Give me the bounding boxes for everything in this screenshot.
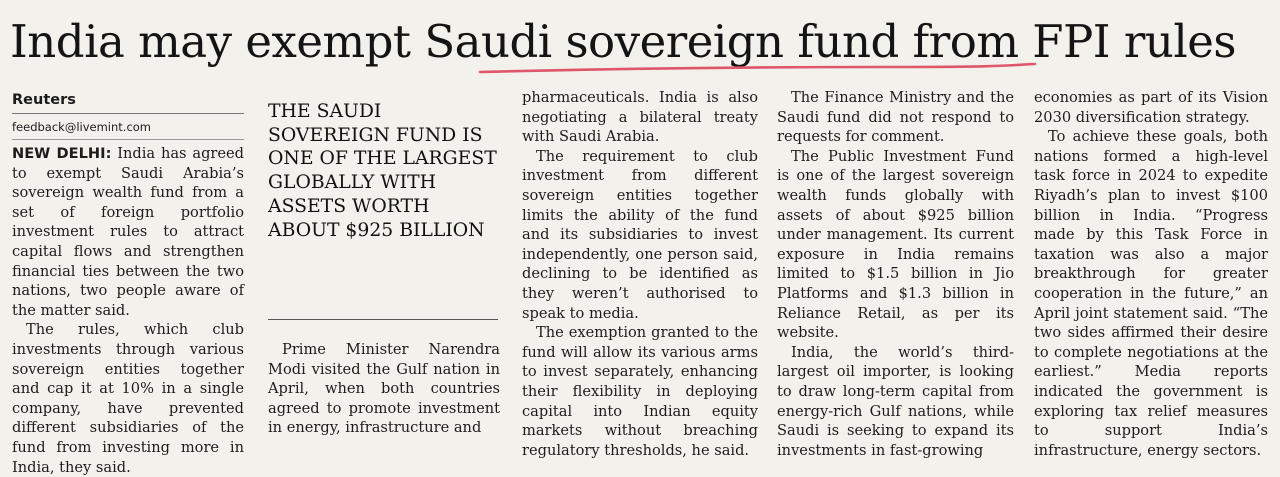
paragraph: The requirement to club investment from different sovereign entities together limits the ability of the fund and its subsidiaries to invest independently, one person said, declining to be identified as they weren’t authorised to speak to media. bbox=[522, 147, 758, 322]
author-email: feedback@livemint.com bbox=[12, 119, 244, 140]
paragraph bbox=[12, 144, 244, 320]
paragraph: The Finance Ministry and the Saudi fund did not respond to requests for comment. bbox=[777, 89, 1014, 146]
paragraph: pharmaceuticals. India is also negotiating a bilateral treaty with Saudi Arabia. bbox=[522, 89, 758, 146]
column-1 bbox=[12, 88, 244, 477]
column-3 bbox=[522, 88, 758, 460]
paragraph: The rules, which club investments through various sovereign entities together and cap it at 10% in a single company, have prevented different subsidiaries of the fund from investing more in India, they said. bbox=[12, 321, 244, 476]
paragraph: The exemption granted to the fund will allow its various arms to invest separately, enhancing their flexibility in deploying capital into Indian equity markets without breaching regulatory thresholds, he said. bbox=[522, 324, 758, 459]
pull-quote: THE SAUDI SOVEREIGN FUND IS ONE OF THE LARGEST GLOBALLY WITH ASSETS WORTH ABOUT $925 BILLION bbox=[268, 101, 497, 241]
paragraph: Prime Minister Narendra Modi visited the Gulf nation in April, when both countries agreed to promote investment in energy, infrastructure and bbox=[268, 341, 500, 437]
byline: Reuters bbox=[12, 90, 244, 114]
paragraph: economies as part of its Vision 2030 diversification strategy. bbox=[1034, 89, 1268, 126]
headline: India may exempt Saudi sovereign fund from FPI rules bbox=[10, 15, 1236, 68]
paragraph: The Public Investment Fund is one of the largest sovereign wealth funds globally with assets of about $925 billion under management. Its current exposure in India remains limited to $1.5 billion in Jio Platforms and $1.3 billion in Reliance Retail, as per its website. bbox=[777, 147, 1014, 342]
paragraph-text: India has agreed to exempt Saudi Arabia’s sovereign wealth fund from a set of foreign portfolio investment rules to attract capital flows and strengthen financial ties between the two nations, two people aware of the matter said. bbox=[12, 145, 244, 319]
column-5 bbox=[1034, 88, 1268, 460]
paragraph: India, the world’s third-largest oil importer, is looking to draw long-term capital from energy-rich Gulf nations, while Saudi is seeking to expand its investments in fast-growing bbox=[777, 343, 1014, 459]
pull-quote-divider bbox=[268, 319, 498, 320]
paragraph: To achieve these goals, both nations formed a high-level task force in 2024 to expedite Riyadh’s plan to invest $100 billion in India. “Progress made by this Task Force in taxation was also a major breakthrough for greater cooperation in the future,” an April joint statement said. “The two sides affirmed their desire to complete negotiations at the earliest.” Media reports indicated the government is exploring tax relief measures to support India’s infrastructure, energy sectors. bbox=[1034, 128, 1268, 459]
dateline: NEW DELHI: bbox=[12, 145, 112, 162]
red-pen-underline bbox=[478, 60, 1038, 80]
column-2 bbox=[268, 340, 500, 438]
column-4 bbox=[777, 88, 1014, 460]
